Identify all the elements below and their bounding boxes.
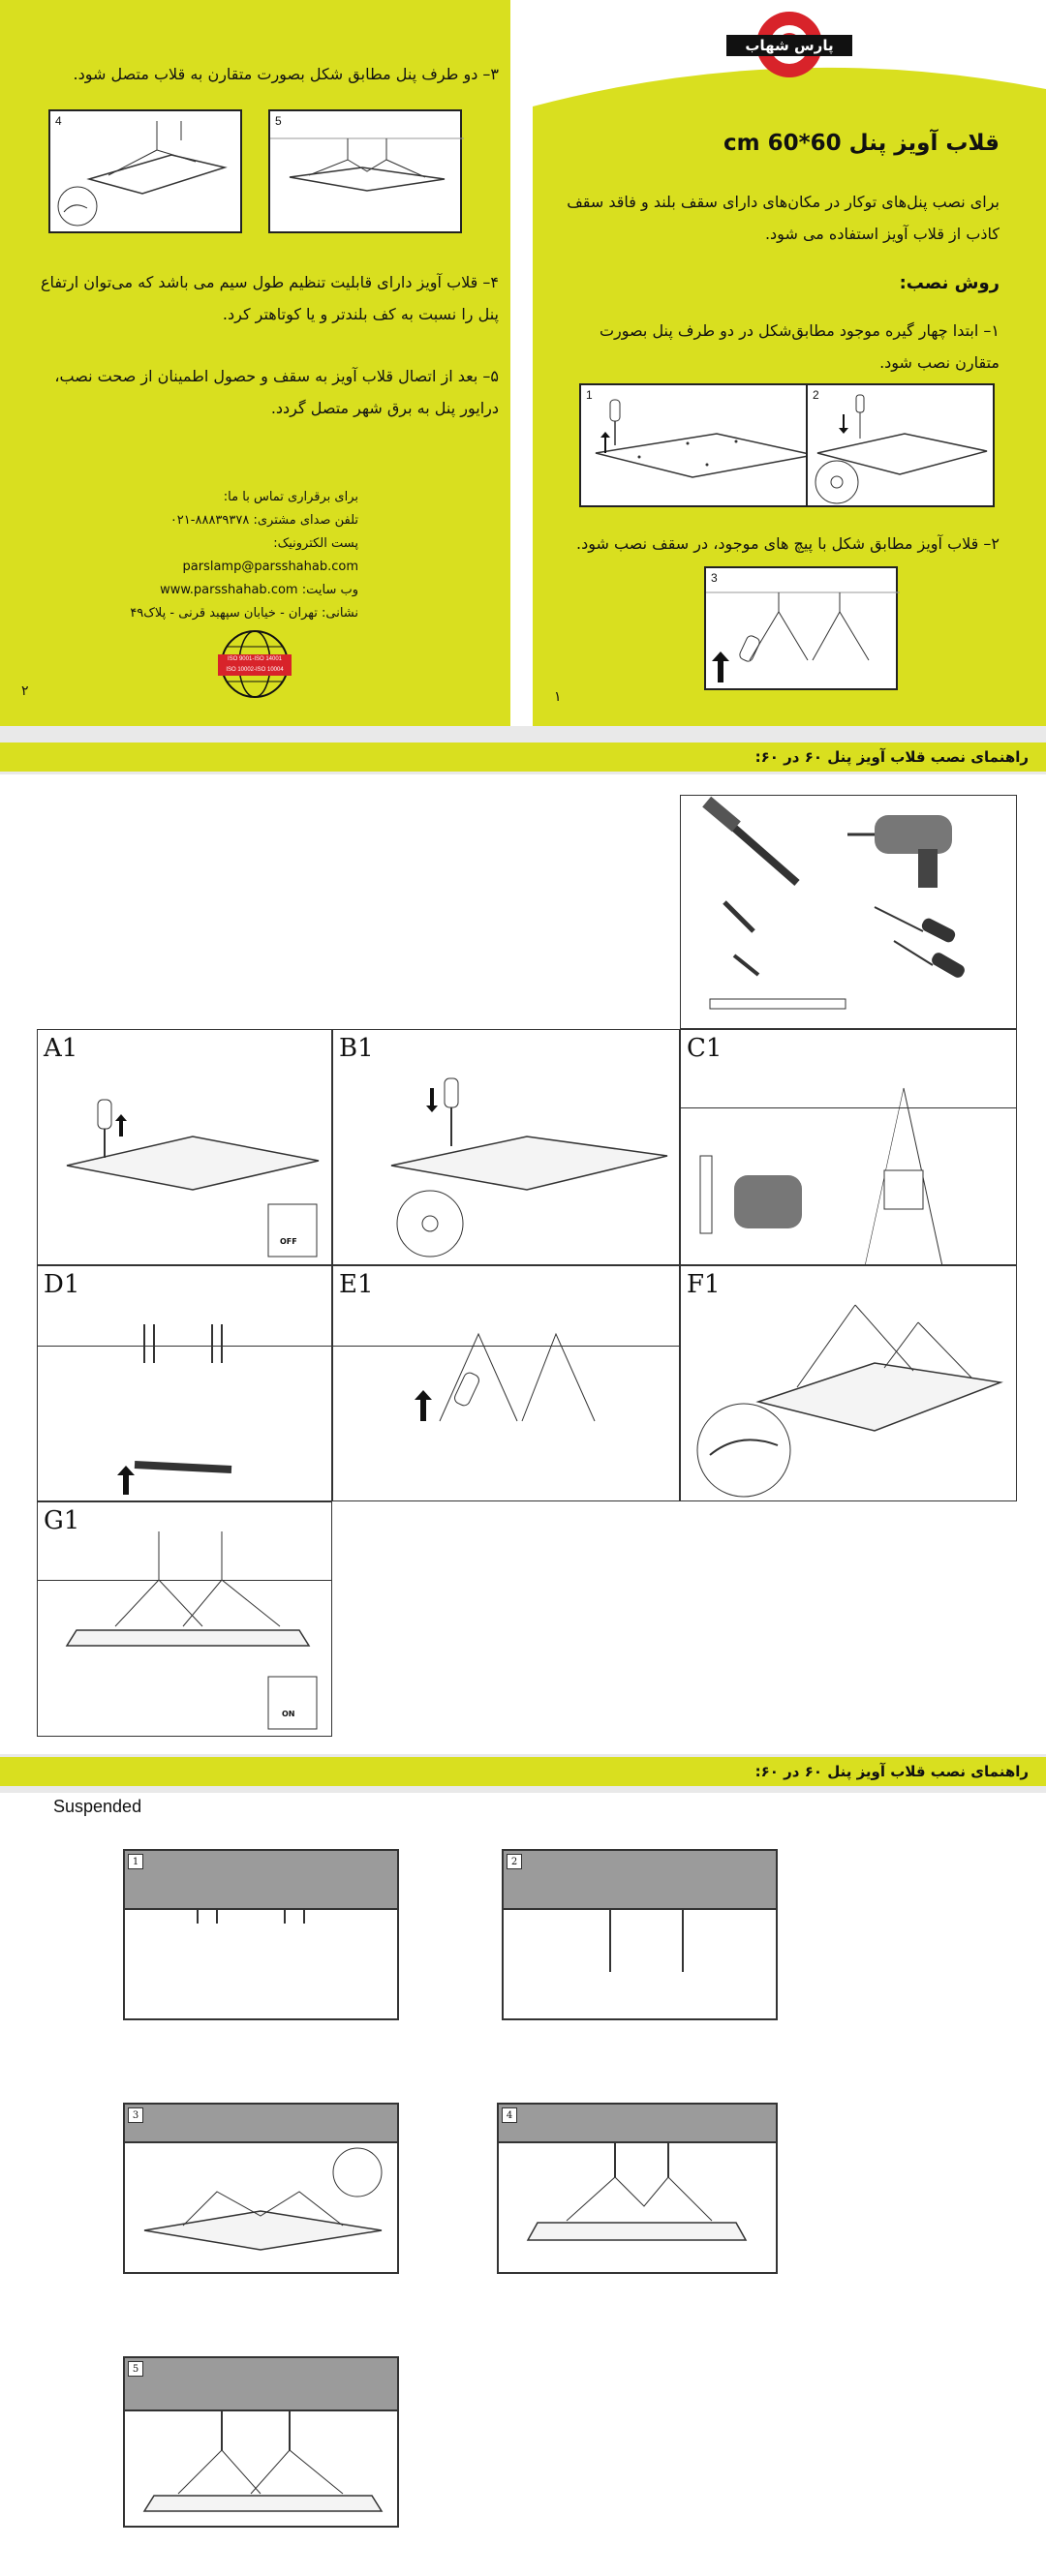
contact-block bbox=[126, 486, 358, 625]
contact-heading: برای برقراری تماس با ما: bbox=[223, 490, 358, 504]
suspended-section bbox=[0, 1793, 1046, 2576]
phone-line: تلفن صدای مشتری: ۸۸۸۳۹۳۷۸-۰۲۱ bbox=[169, 513, 358, 528]
brochure-page-2 bbox=[0, 0, 510, 726]
website-line: وب سایت: www.parsshahab.com bbox=[160, 583, 358, 597]
suspended-step-1 bbox=[123, 1849, 399, 2020]
section-3-title-bar: راهنمای نصب قلاب آویز پنل ۶۰ در ۶۰: bbox=[0, 1757, 1046, 1786]
switch-on-label: ON bbox=[282, 1710, 295, 1718]
figure-4-label: 4 bbox=[55, 114, 62, 128]
switch-off-label: OFF bbox=[280, 1237, 297, 1246]
brochure-title: قلاب آویز پنل 60*60 cm bbox=[723, 131, 1000, 156]
brochure-page-1 bbox=[533, 0, 1046, 726]
email-line: پست الکترونیک: parslamp@parsshahab.com bbox=[182, 536, 358, 574]
iso-line-2: ISO 10002-ISO 10004 bbox=[226, 667, 284, 673]
ruler-icon bbox=[710, 999, 846, 1009]
step-e1 bbox=[332, 1265, 680, 1501]
suspended-step-2-number: 2 bbox=[507, 1854, 522, 1869]
figure-3-drawing bbox=[706, 568, 900, 692]
section-2-title-bar: راهنمای نصب قلاب آویز پنل ۶۰ در ۶۰: bbox=[0, 742, 1046, 772]
step-1-text: ۱– ابتدا چهار گیره موجود مطابق‌شکل در دو طرف پنل بصورت متقارن نصب شود. bbox=[599, 321, 1000, 372]
installation-grid bbox=[0, 774, 1046, 1754]
step-g1-label: G1 bbox=[44, 1506, 80, 1535]
step-3-text: ۳– دو طرف پنل مطابق شکل بصورت متقارن به قلاب متصل شود. bbox=[73, 65, 499, 83]
step-f1 bbox=[680, 1265, 1017, 1501]
suspended-step-1-number: 1 bbox=[128, 1854, 143, 1869]
suspended-step-4 bbox=[497, 2103, 778, 2274]
logo-text: پارس شهاب bbox=[745, 37, 834, 54]
step-e1-label: E1 bbox=[339, 1270, 374, 1299]
step-c1 bbox=[680, 1029, 1017, 1265]
figure-5 bbox=[268, 109, 462, 233]
step-d1-label: D1 bbox=[44, 1270, 80, 1299]
step-b1-label: B1 bbox=[339, 1034, 374, 1063]
figure-1-drawing bbox=[581, 385, 826, 509]
figure-4-drawing bbox=[50, 111, 244, 235]
brochure-spread bbox=[0, 0, 1046, 726]
figure-2-label: 2 bbox=[813, 388, 819, 402]
pars-shahab-logo bbox=[726, 6, 852, 89]
suspended-step-5 bbox=[123, 2356, 399, 2528]
step-5-text: ۵– بعد از اتصال قلاب آویز به سقف و حصول اطمینان از صحت نصب، درایور پنل به برق شهر متصل گردد. bbox=[54, 367, 499, 417]
method-heading: روش نصب: bbox=[899, 273, 1000, 293]
step-a1-label: A1 bbox=[44, 1034, 78, 1063]
step-d1 bbox=[37, 1265, 332, 1501]
drill-icon bbox=[847, 815, 952, 888]
tools-figure bbox=[680, 795, 1017, 1029]
suspended-step-3 bbox=[123, 2103, 399, 2274]
step-4-text: ۴– قلاب آویز دارای قابلیت تنظیم طول سیم می باشد که می‌توان ارتفاع پنل را نسبت به کف بلندتر و یا کوتاهتر کرد. bbox=[41, 273, 499, 323]
step-g1 bbox=[37, 1501, 332, 1737]
step-2-text: ۲– قلاب آویز مطابق شکل با پیچ های موجود، در سقف نصب شود. bbox=[576, 534, 1000, 553]
screwdriver-icon bbox=[875, 907, 967, 980]
step-f1-label: F1 bbox=[687, 1270, 721, 1299]
figure-2 bbox=[806, 383, 995, 507]
figure-5-drawing bbox=[270, 111, 464, 235]
address-line: نشانی: تهران - خیابان سپهبد قرنی - پلاک۴۹ bbox=[130, 606, 358, 621]
figure-1-label: 1 bbox=[586, 388, 593, 402]
pencil-icon bbox=[734, 955, 758, 975]
iso-globe-icon bbox=[218, 627, 292, 701]
page-number-1: ۱ bbox=[554, 689, 562, 705]
suspended-step-3-number: 3 bbox=[128, 2107, 143, 2123]
figure-2-drawing bbox=[808, 385, 997, 509]
figure-5-label: 5 bbox=[275, 114, 282, 128]
figure-1 bbox=[579, 383, 824, 507]
suspended-step-2 bbox=[502, 1849, 778, 2020]
figure-3 bbox=[704, 566, 898, 690]
hammer-icon bbox=[702, 797, 797, 883]
step-c1-label: C1 bbox=[687, 1034, 723, 1063]
step-b1 bbox=[332, 1029, 680, 1265]
chisel-icon bbox=[724, 902, 754, 931]
figure-4 bbox=[48, 109, 242, 233]
suspended-step-4-number: 4 bbox=[502, 2107, 517, 2123]
suspended-step-5-number: 5 bbox=[128, 2361, 143, 2377]
intro-text: برای نصب پنل‌های توکار در مکان‌های دارای سقف بلند و فاقد سقف کاذب از قلاب آویز استفاده می شود. bbox=[567, 193, 1000, 243]
page-number-2: ۲ bbox=[21, 683, 29, 699]
figure-3-label: 3 bbox=[711, 571, 718, 585]
iso-line-1: ISO 9001-ISO 14001 bbox=[227, 656, 283, 662]
step-a1 bbox=[37, 1029, 332, 1265]
suspended-heading: Suspended bbox=[53, 1797, 142, 1816]
